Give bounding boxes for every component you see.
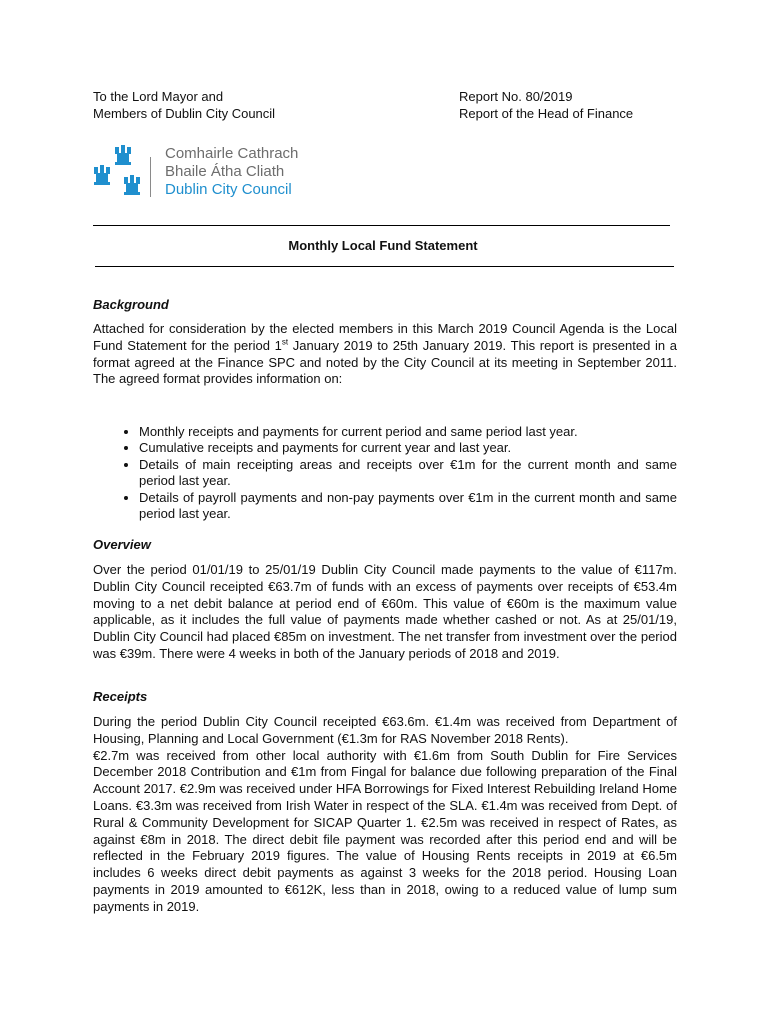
receipts-paragraph-2: €2.7m was received from other local authority with €1.6m from South Dublin for Fire Services December 2018 Contribution and €1m from Fingal for balance due following preparation of the Final Account 2017. €2.9m was received under HFA Borrowings for Fixed Interest Rebuilding Ireland Home Loans. €3.3m was received from Irish Water in respect of the SLA. €1.4m was received from Dept. of Rural & Community Development for SICAP Quarter 1. €2.5m was received in respect of Rates, as against €8m in 2018. The direct debit file payment was recorded after this period end and will be reflected in the February 2019 figures. The value of Housing Rents receipts in 2019 at €6.5m includes 6 weeks direct debit payments as against 3 weeks for the 2018 period. Housing Loan payments in 2019 amounted to €612K, less than in 2018, owing to a reduced value of lump sum payments in 2019. — [93, 747, 677, 914]
bullet-item: • Details of payroll payments and non-pay payments over €1m in the current month and same period last year. — [139, 490, 677, 523]
background-text-b: January 2019 to 25th January 2019. This report is presented in a format agreed at the Finance SPC and noted by the City Council at its meeting in September 2011. The agreed format provides information on: — [93, 337, 677, 387]
castles-icon — [93, 143, 153, 201]
bullet-item: • Cumulative receipts and payments for current year and last year. — [139, 440, 677, 456]
dublin-city-council-logo — [93, 143, 333, 201]
logo-line-irish-2: Bhaile Átha Cliath — [165, 163, 285, 180]
logo-line-irish-1: Comhairle Cathrach — [165, 145, 299, 162]
report-info-block — [459, 88, 633, 122]
recipient-line-1: To the Lord Mayor and — [93, 89, 224, 104]
overview-heading: Overview — [93, 537, 151, 552]
background-text-a: Attached for consideration by the elected members in this March 2019 Council Agenda is the Local Fund Statement for the period 1 — [93, 321, 677, 353]
receipts-section — [93, 714, 677, 916]
overview-paragraph: Over the period 01/01/19 to 25/01/19 Dublin City Council made payments to the value of €117m. Dublin City Council receipted €63.7m of funds with an excess of payments over receipts of €53.4m moving to a net debit balance at period end of €60m. This value of €60m is the maximum value applicable, as it includes the full value of payments made whether cashed or not. As at 25/01/19, Dublin City Council had placed €85m on investment. The net transfer from investment over the period was €39m. There were 4 weeks in both of the January periods of 2018 and 2019. — [93, 562, 677, 661]
background-heading: Background — [93, 297, 169, 312]
logo-line-english: Dublin City Council — [165, 181, 292, 198]
ordinal-suffix: st — [281, 337, 289, 347]
recipient-block — [93, 88, 275, 122]
receipts-paragraph-1: During the period Dublin City Council receipted €63.6m. €1.4m was received from Department of Housing, Planning and Local Government (€1.3m for RAS November 2018 Rents). — [93, 714, 677, 746]
info-bullet-list — [93, 424, 677, 522]
title-rule-bottom — [95, 266, 674, 267]
title-rule-top — [93, 225, 670, 226]
bullet-item: • Details of main receipting areas and receipts over €1m for the current month and same period last year. — [139, 457, 677, 490]
page-title: Monthly Local Fund Statement — [288, 238, 478, 253]
bullet-item: • Monthly receipts and payments for current period and same period last year. — [139, 424, 677, 440]
receipts-heading: Receipts — [93, 689, 148, 704]
report-author: Report of the Head of Finance — [459, 106, 634, 121]
report-number: Report No. 80/2019 — [459, 89, 573, 104]
recipient-line-2: Members of Dublin City Council — [93, 106, 276, 121]
background-paragraph — [93, 321, 677, 388]
